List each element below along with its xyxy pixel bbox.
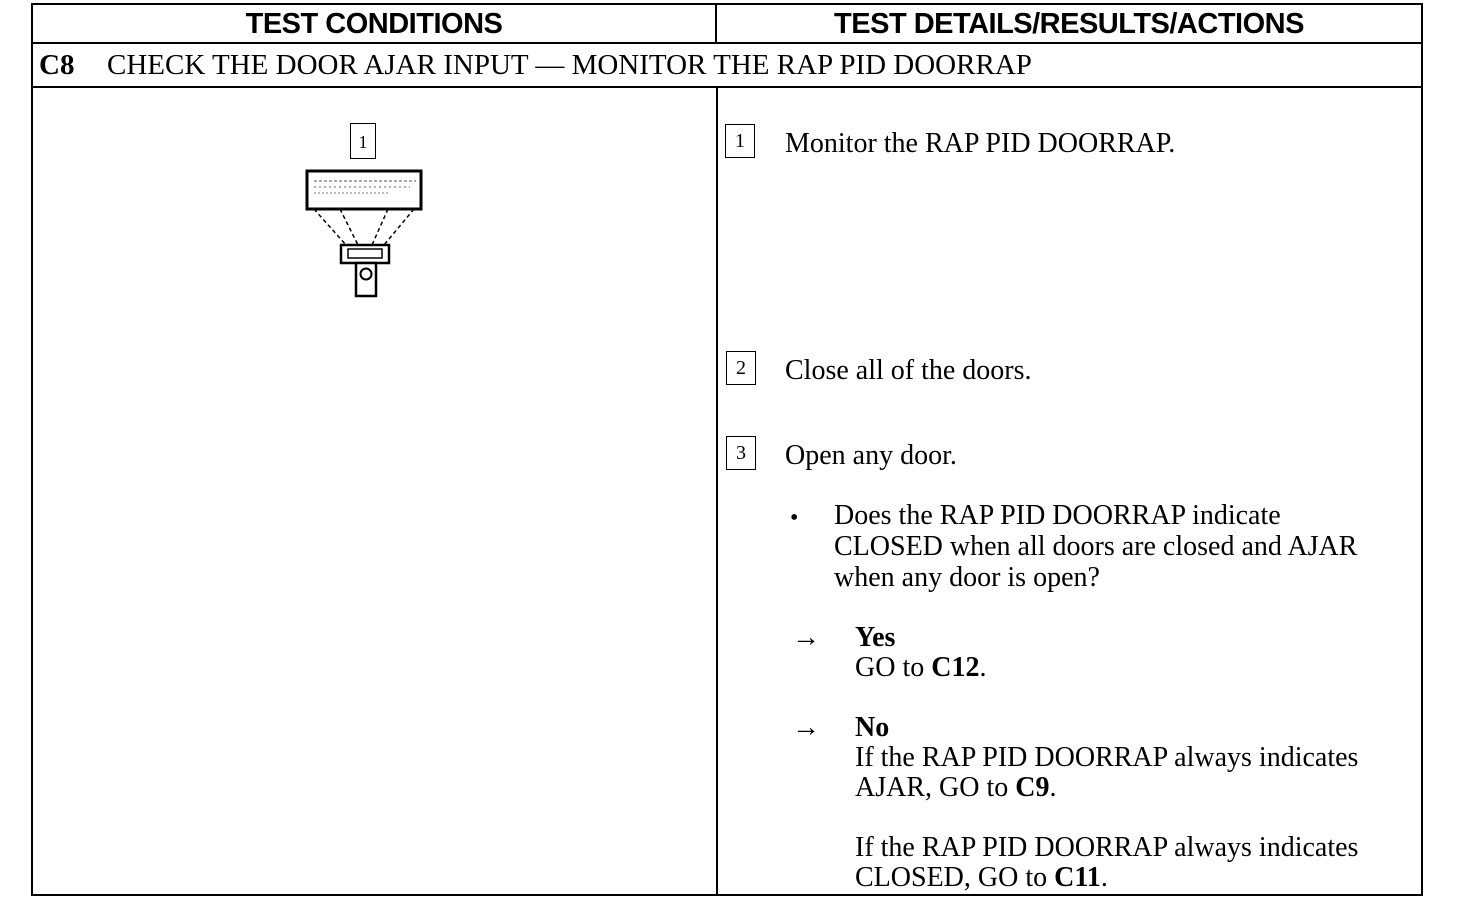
no-arrow-icon: → <box>792 712 820 743</box>
question-bullet: • <box>790 505 799 531</box>
yes-action: GO to C12. <box>855 652 987 683</box>
column-divider <box>716 88 718 894</box>
scan-tool-connector-diagram <box>300 165 430 300</box>
yes-arrow-icon: → <box>792 622 820 653</box>
action-step-box-1: 1 <box>725 124 755 158</box>
no-condition-1-line-1: If the RAP PID DOORRAP always indicates <box>855 742 1359 773</box>
no-target-1: C9 <box>1015 772 1050 803</box>
header-test-details: TEST DETAILS/RESULTS/ACTIONS <box>717 5 1421 44</box>
no-condition-2-line-2: CLOSED, GO to C11. <box>855 862 1108 893</box>
no-condition-1-line-2: AJAR, GO to C9. <box>855 772 1057 803</box>
yes-target: C12 <box>931 652 980 683</box>
header-test-conditions: TEST CONDITIONS <box>33 5 717 44</box>
step-number: C8 <box>39 49 75 81</box>
action-step-box-3: 3 <box>726 436 756 470</box>
no-condition-2-line-1: If the RAP PID DOORRAP always indicates <box>855 832 1359 863</box>
action-text-1: Monitor the RAP PID DOORRAP. <box>785 128 1176 159</box>
question-line-1: Does the RAP PID DOORRAP indicate <box>834 500 1281 531</box>
diagram-step-box: 1 <box>350 123 376 159</box>
question-line-2: CLOSED when all doors are closed and AJAR <box>834 531 1358 562</box>
action-text-2: Close all of the doors. <box>785 355 1032 386</box>
no-label: No <box>855 712 890 743</box>
question-line-3: when any door is open? <box>834 562 1100 593</box>
action-step-box-2: 2 <box>726 351 756 385</box>
action-text-3: Open any door. <box>785 440 957 471</box>
step-title-bar <box>33 44 1421 88</box>
no-target-2: C11 <box>1054 862 1101 893</box>
step-title: CHECK THE DOOR AJAR INPUT — MONITOR THE RAP PID DOORRAP <box>107 49 1032 81</box>
yes-label: Yes <box>855 622 896 653</box>
